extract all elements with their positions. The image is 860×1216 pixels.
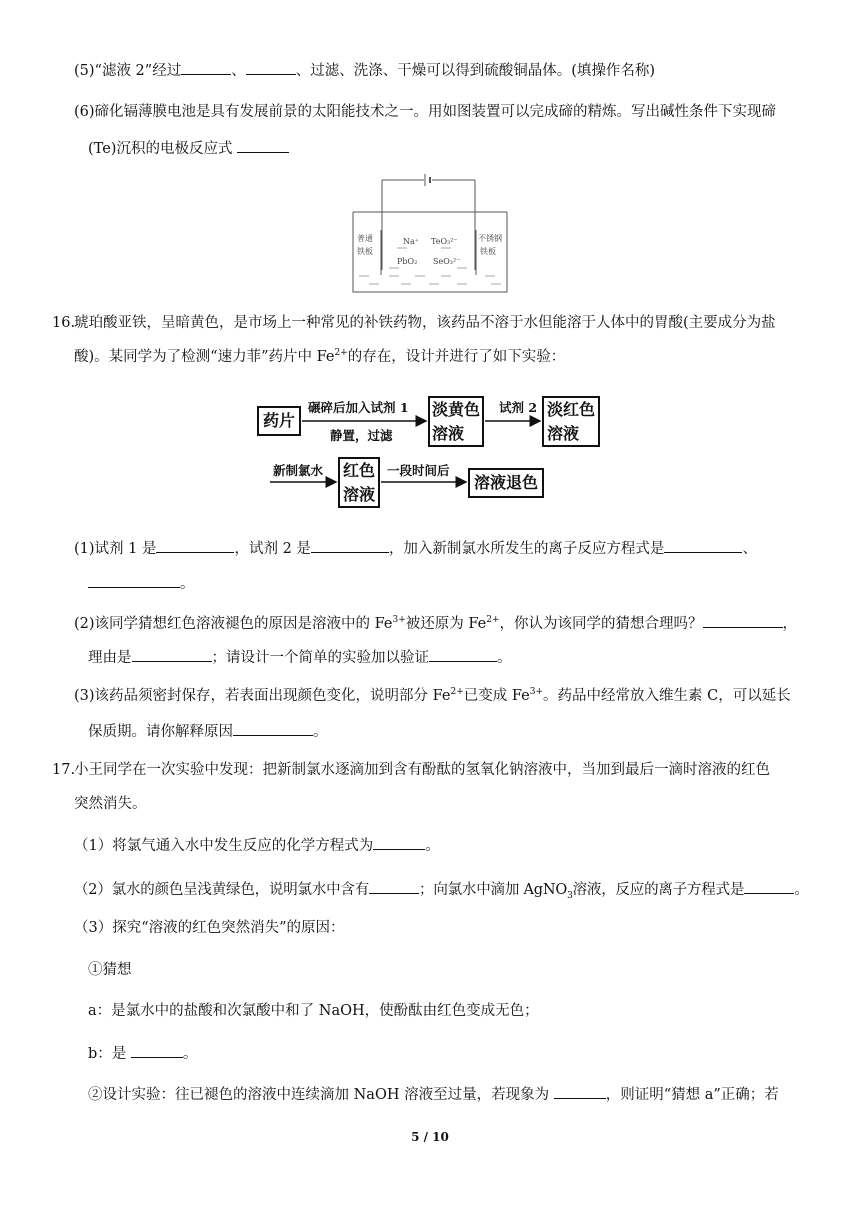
q16-part1-line2: 。 <box>88 572 195 594</box>
q17-number: 17. <box>52 762 76 778</box>
flow-box-faded: 溶液退色 <box>468 468 544 498</box>
flow-step1-top-label: 碾碎后加入试剂 1 <box>308 400 409 415</box>
ion-pbo2-label: PbO₂ <box>397 257 418 266</box>
answer-blank[interactable] <box>369 878 419 894</box>
answer-blank[interactable] <box>311 537 389 553</box>
ion-teo3-label: TeO₃²⁻ <box>431 237 458 246</box>
left-plate-label-2: 铁板 <box>357 247 373 256</box>
answer-blank[interactable] <box>131 1042 183 1058</box>
right-plate-label-1: 不锈钢 <box>478 234 502 243</box>
q16-number: 16. <box>52 315 76 331</box>
flow-box-pale-red: 淡红色 溶液 <box>542 396 600 447</box>
q15-part6-line1: (6)碲化镉薄膜电池是具有发展前景的太阳能技术之一。用如图装置可以完成碲的精炼。写出碱性条件下实现碲 <box>74 104 777 120</box>
q17-design: ②设计实验：往已褪色的溶液中连续滴加 NaOH 溶液至过量，若现象为 ，则证明“猜想 a”正确；若 <box>88 1083 779 1105</box>
right-plate-label-2: 铁板 <box>480 247 496 256</box>
answer-blank[interactable] <box>554 1083 606 1099</box>
ion-na-label: Na⁺ <box>403 237 419 246</box>
q17-guess-a: a：是氯水中的盐酸和次氯酸中和了 NaOH，使酚酞由红色变成无色； <box>88 1003 539 1019</box>
flow-arrows <box>0 0 860 560</box>
q16-part3-line2: 保质期。请你解释原因 。 <box>88 720 328 742</box>
answer-blank[interactable] <box>703 612 783 628</box>
q17-intro-line1: 小王同学在一次实验中发现：把新制氯水逐滴加到含有酚酞的氢氧化钠溶液中，当加到最后一滴时溶液的红色 <box>74 762 770 778</box>
q17-intro-line2: 突然消失。 <box>74 796 147 812</box>
flow-box-pale-yellow: 淡黄色 溶液 <box>428 396 484 447</box>
q16-intro-line2: 酸)。某同学为了检测“速力菲”药片中 $Fe^{2+}$的存在，设计并进行了如下实验： <box>74 348 566 365</box>
q16-intro-line1: 琥珀酸亚铁，呈暗黄色，是市场上一种常见的补铁药物，该药品不溶于水但能溶于人体中的胃酸(主要成分为盐 <box>74 315 776 331</box>
ion-seo3-label: SeO₃²⁻ <box>433 257 461 266</box>
flow-step1-bottom-label: 静置，过滤 <box>330 428 393 443</box>
q16-part3-line1: (3)该药品须密封保存，若表面出现颜色变化，说明部分 $Fe^{2+}$已变成 $Fe^{3+}$。药品中经常放入维生素 C，可以延长 <box>74 687 791 704</box>
flow-step3-label: 一段时间后 <box>387 463 450 478</box>
answer-blank[interactable] <box>88 572 180 588</box>
answer-blank[interactable] <box>233 720 313 736</box>
q16-part2-line2: 理由是 ；请设计一个简单的实验加以验证 。 <box>88 646 512 668</box>
answer-blank[interactable] <box>132 646 212 662</box>
q17-guess-title: ①猜想 <box>88 962 132 978</box>
answer-blank[interactable] <box>664 537 742 553</box>
q15-part6-line2: (Te)沉积的电极反应式 <box>88 137 289 159</box>
q15-part5: (5)“滤液 2”经过 、 、过滤、洗涤、干燥可以得到硫酸铜晶体。(填操作名称) <box>74 59 655 81</box>
page-number: 5 / 10 <box>411 1130 449 1144</box>
left-plate-label-1: 普通 <box>357 234 373 243</box>
q17-part1: （1）将氯气通入水中发生反应的化学方程式为 。 <box>74 834 440 856</box>
q17-part3: （3）探究“溶液的红色突然消失”的原因： <box>74 920 345 936</box>
q17-guess-b: b：是 。 <box>88 1042 197 1064</box>
q16-part1-line1: (1)试剂 1 是 ，试剂 2 是 ，加入新制氯水所发生的离子反应方程式是 、 <box>74 537 757 559</box>
answer-blank[interactable] <box>156 537 234 553</box>
q16-part2-line1: (2)该同学猜想红色溶液褪色的原因是溶液中的 $Fe^{3+}$被还原为 $Fe^{2+}$，你认为该同学的猜想合理吗？ ， <box>74 612 797 634</box>
flow-chlorine-label: 新制氯水 <box>273 463 324 478</box>
flow-step2-label: 试剂 2 <box>499 400 538 415</box>
answer-blank[interactable] <box>744 878 794 894</box>
q17-part2: （2）氯水的颜色呈浅黄绿色，说明氯水中含有 ；向氯水中滴加 AgNO$_3$溶液，反应的离子方程式是 。 <box>74 878 809 900</box>
flow-box-tablet: 药片 <box>257 406 301 436</box>
answer-blank[interactable] <box>429 646 497 662</box>
answer-blank[interactable] <box>373 834 425 850</box>
flow-box-red: 红色 溶液 <box>338 457 380 508</box>
